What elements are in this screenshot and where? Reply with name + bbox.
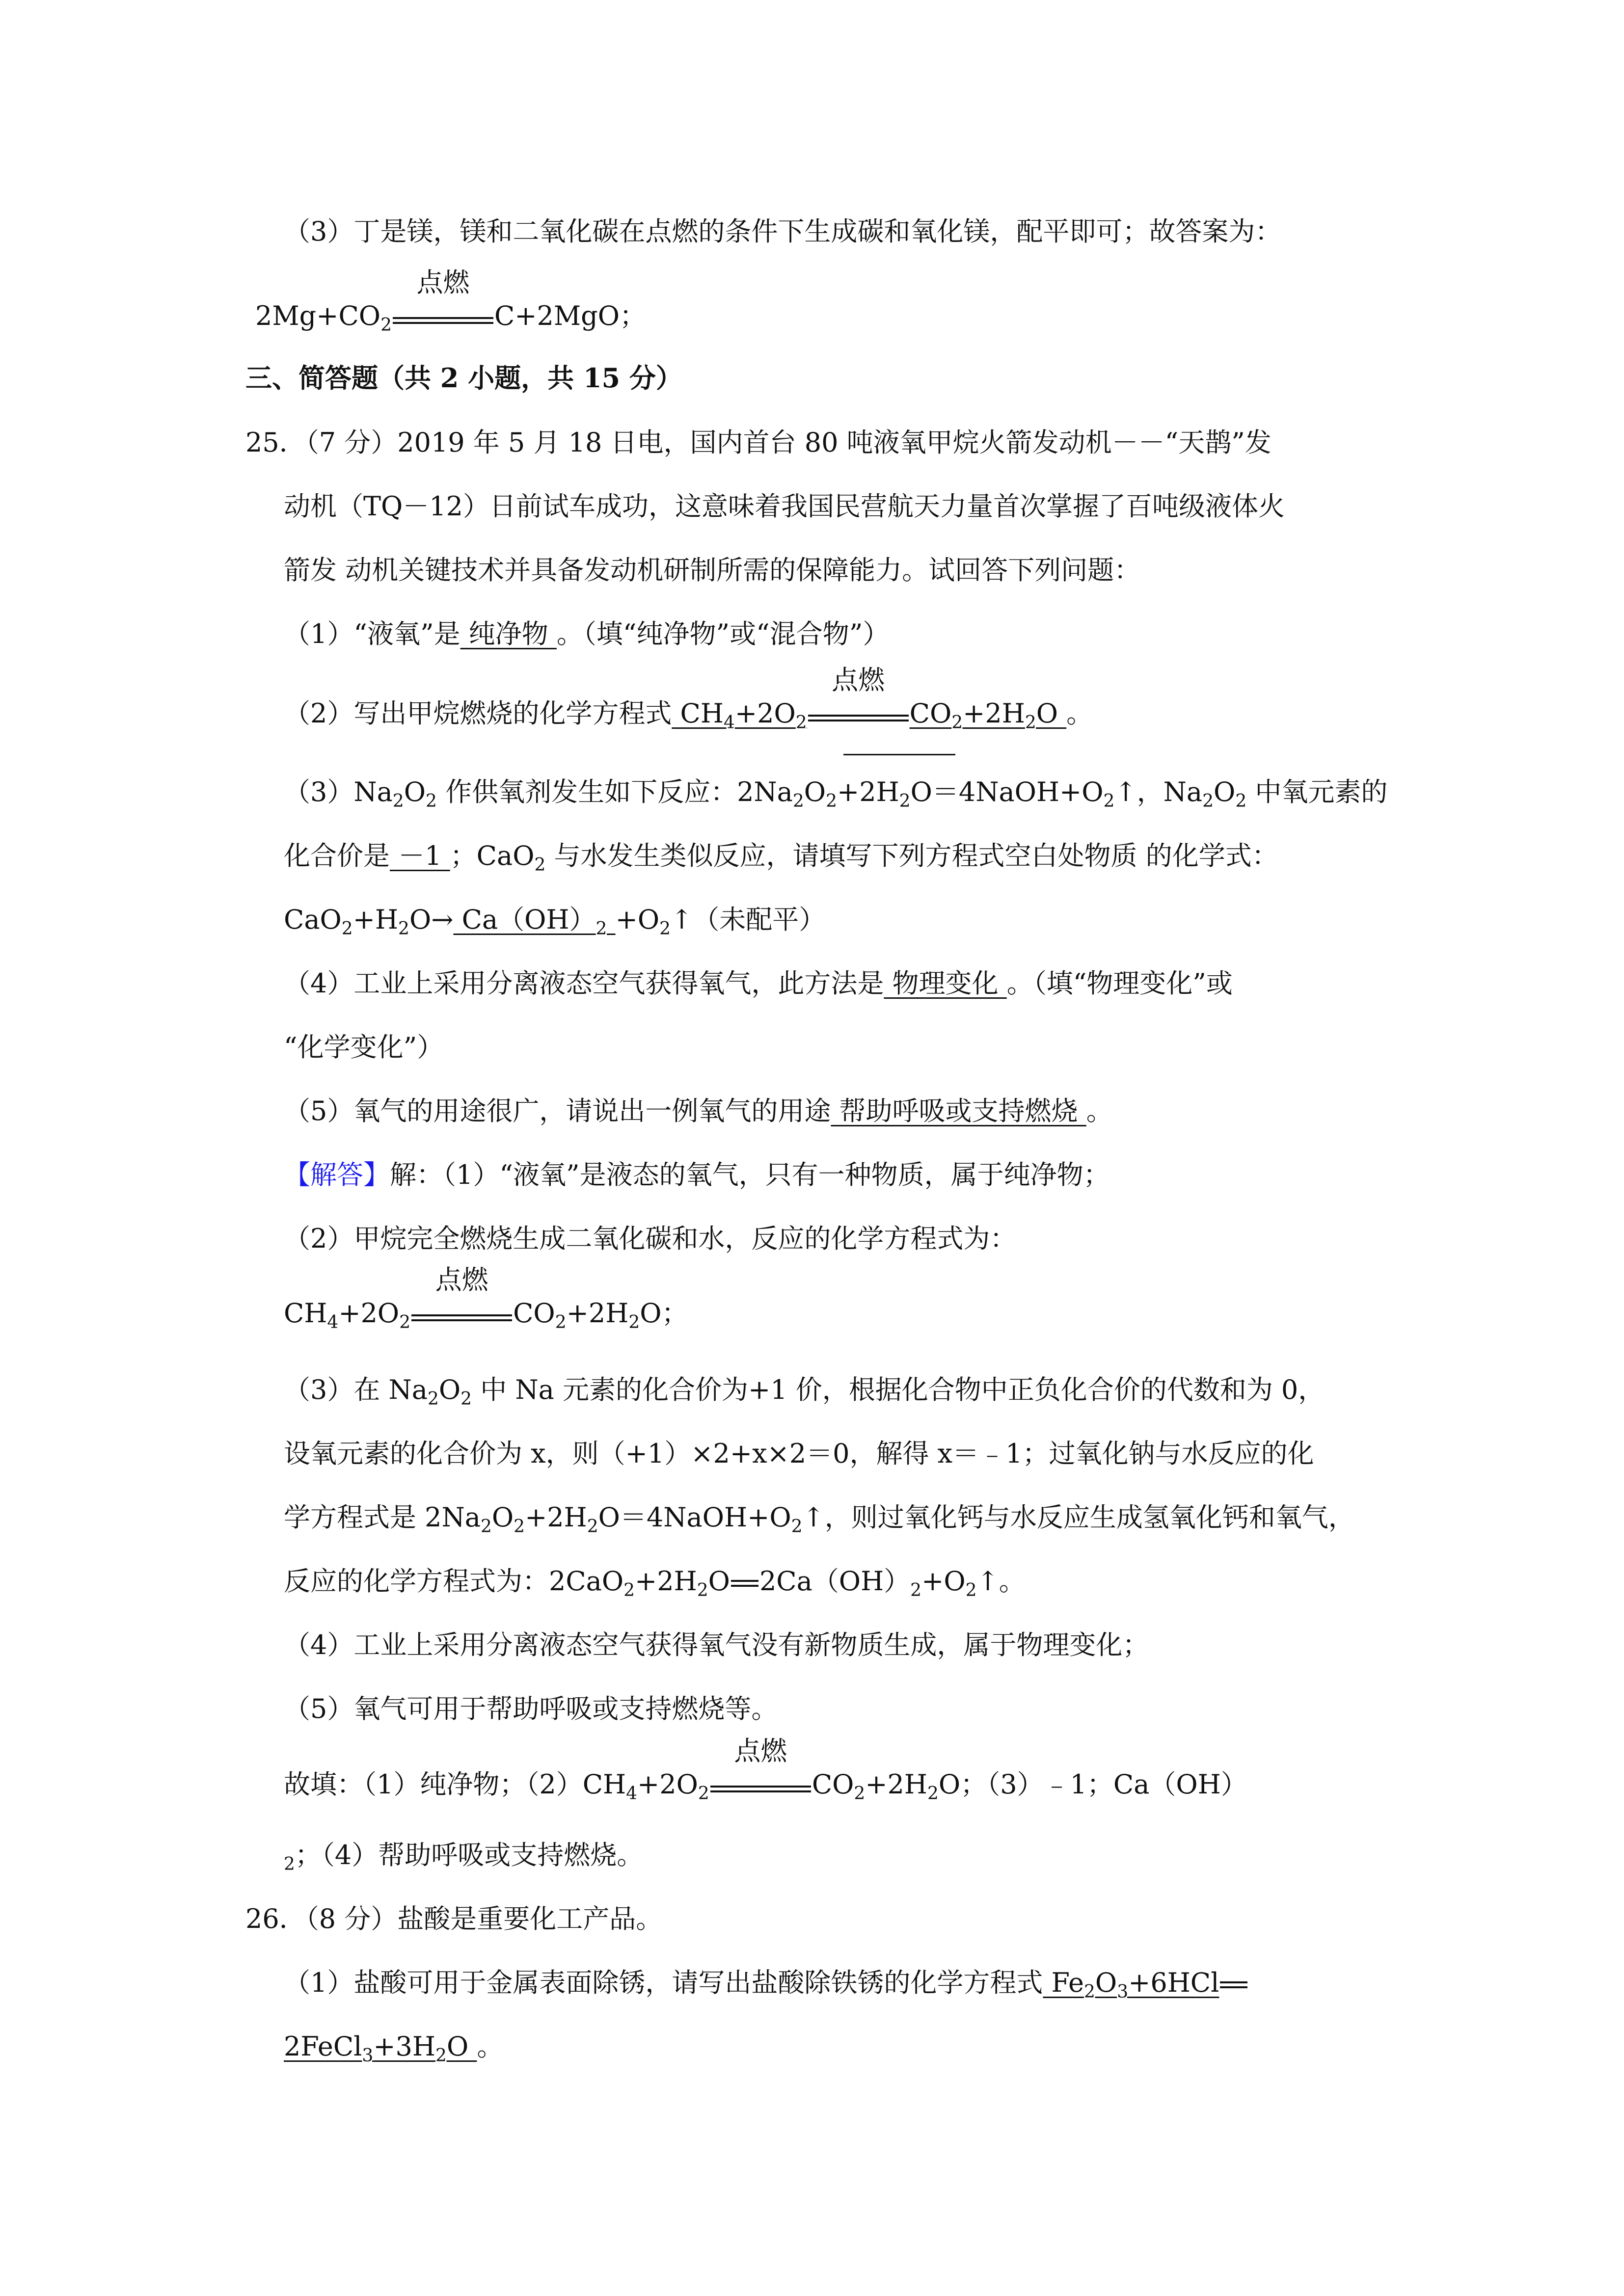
answer-underline-extension xyxy=(843,754,955,755)
solution-line-6: 学方程式是 $2Na_2O_2+2H_2O=4NaOH+O_2↑$，则过氧化钙与水反应生成氢氧化钙和氧气， xyxy=(284,1502,1355,1537)
answer-blank: －1 xyxy=(390,840,450,871)
prev-answer-text: （3）丁是镁，镁和二氧化碳在点燃的条件下生成碳和氧化镁，配平即可；故答案为： xyxy=(284,216,1282,247)
q25-stem-text: 箭发 动机关键技术并具备发动机研制所需的保障能力。试回答下列问题： xyxy=(284,555,1141,586)
solution-final-answers-cont: $_2$；（4）帮助呼吸或支持燃烧。 xyxy=(284,1840,644,1874)
answer-blank: $Ca(OH)_2$ xyxy=(453,904,607,939)
q25-sub-3-line-1: $(3)Na_2O_2$ 作供氧剂发生如下反应：$2Na_2O_2+2H_2O=4NaOH+O_2↑$，$Na_2O_2$ 中氧元素的 xyxy=(284,776,1388,811)
q26-stem: 26．（8 分）盐酸是重要化工产品。 xyxy=(245,1903,663,1934)
equals-sign xyxy=(730,1564,759,1599)
prev-answer-line xyxy=(284,214,1281,249)
condition-text: 点燃 xyxy=(734,1735,787,1766)
solution-line-8: （4）工业上采用分离液态空气获得氧气没有新物质生成，属于物理变化； xyxy=(284,1629,1149,1660)
q-text: 。 xyxy=(1066,698,1093,729)
reaction-condition xyxy=(411,1264,512,1331)
solution-line-5: 设氧元素的化合价为 x，则（+1）×2+x×2＝0，解得 x＝﹣1；过氧化钠与水反应的化 xyxy=(284,1438,1314,1469)
q25-sub-3-line-2: 化合价是 －1 ；CaO$_2$ 与水发生类似反应，请填写下列方程式空白处物质 的化学式： xyxy=(284,840,1278,875)
answer-blank: $Fe_2O_3+6HCl$ xyxy=(1043,1967,1248,1998)
q26-sub-1-line-2: $2FeCl_3+3H_2O$ 。 xyxy=(284,2031,504,2066)
reaction-condition xyxy=(393,267,493,334)
answer-blank: $CH_4+2O_2$ xyxy=(672,698,807,733)
solution-line-1: 【解答】解：（1）“液氧”是液态的氧气，只有一种物质，属于纯净物； xyxy=(284,1159,1110,1190)
q26-sub-1-line-1: （1）盐酸可用于金属表面除锈，请写出盐酸除铁锈的化学方程式 $Fe_2O_3+6HCl$ xyxy=(284,1965,1248,2001)
condition-text: 点燃 xyxy=(435,1264,488,1295)
condition-text: 点燃 xyxy=(416,267,470,298)
q25-stem-line-1 xyxy=(245,425,1272,460)
q-text: （2）写出甲烷燃烧的化学方程式 xyxy=(284,698,672,729)
section-title-text: 三、简答题（共 2 小题，共 15 分） xyxy=(245,362,682,394)
section-title xyxy=(245,360,682,396)
solution-equation-1: $CH_4+2O_2$ 点燃 $CO_2+2H_2O$； xyxy=(284,1296,688,1331)
answer-blank: $CO_2+2H_2O$ xyxy=(909,698,1067,733)
answer-blank: 帮助呼吸或支持燃烧 xyxy=(831,1095,1086,1126)
eq-text: C+2MgO； xyxy=(494,300,647,331)
reaction-condition xyxy=(808,665,909,731)
q25-sub-1 xyxy=(284,616,889,652)
q25-sub-5: （5）氧气的用途很广，请说出一例氧气的用途 帮助呼吸或支持燃烧 。 xyxy=(284,1095,1113,1126)
q25-sub-4-line-2: “化学变化”） xyxy=(284,1032,444,1063)
q25-stem-text: 动机（TQ－12）日前试车成功，这意味着我国民营航天力量首次掌握了百吨级液体火 xyxy=(284,491,1285,522)
q-text: （1）“液氧”是 xyxy=(284,618,460,649)
reaction-condition xyxy=(710,1735,811,1802)
eq-text: 2Mg+CO xyxy=(255,300,381,331)
solution-line-7: 反应的化学方程式为：$2CaO_2+2H_2O$ $2Ca(OH)_2+O_2↑$。 xyxy=(284,1564,1026,1599)
q25-sub-3-line-3: $CaO_2+H_2O\to Ca(OH)_2$ $+O_2↑$（未配平） xyxy=(284,904,826,939)
solution-final-answers: 故填：（1）纯净物；$(2)CH_4+2O_2$ 点燃 $CO_2+2H_2O$；（3）﹣1；Ca（OH） xyxy=(284,1767,1247,1802)
condition-text: 点燃 xyxy=(832,665,885,695)
q25-sub-4-line-1: （4）工业上采用分离液态空气获得氧气，此方法是 物理变化 。（填“物理变化”或 xyxy=(284,968,1233,999)
solution-line-4: （3）在 $Na_2O_2$ 中 Na 元素的化合价为+1 价，根据化合物中正负化合价的代数和为 0， xyxy=(284,1374,1325,1409)
answer-blank: 物理变化 xyxy=(884,968,1007,999)
solution-tag: 【解答】 xyxy=(284,1159,390,1190)
q-text: 。（填“纯净物”或“混合物”） xyxy=(556,618,890,649)
equals-sign xyxy=(1219,1965,1248,2001)
q25-stem-line-2 xyxy=(284,489,1285,524)
q25-stem-text: 25．（7 分）2019 年 5 月 18 日电，国内首台 80 吨液氧甲烷火箭发动机－－“天鹊”发 xyxy=(245,427,1272,458)
solution-line-2: （2）甲烷完全燃烧生成二氧化碳和水，反应的化学方程式为： xyxy=(284,1223,1017,1254)
solution-line-9: （5）氧气可用于帮助呼吸或支持燃烧等。 xyxy=(284,1693,778,1724)
q25-sub-2 xyxy=(284,665,1093,733)
q25-stem-line-3 xyxy=(284,553,1140,588)
eq-sub: 2 xyxy=(380,315,392,335)
answer-blank: 纯净物 xyxy=(460,618,557,649)
answer-blank: $2FeCl_3+3H_2O$ xyxy=(284,2031,477,2066)
prev-equation xyxy=(255,267,647,335)
